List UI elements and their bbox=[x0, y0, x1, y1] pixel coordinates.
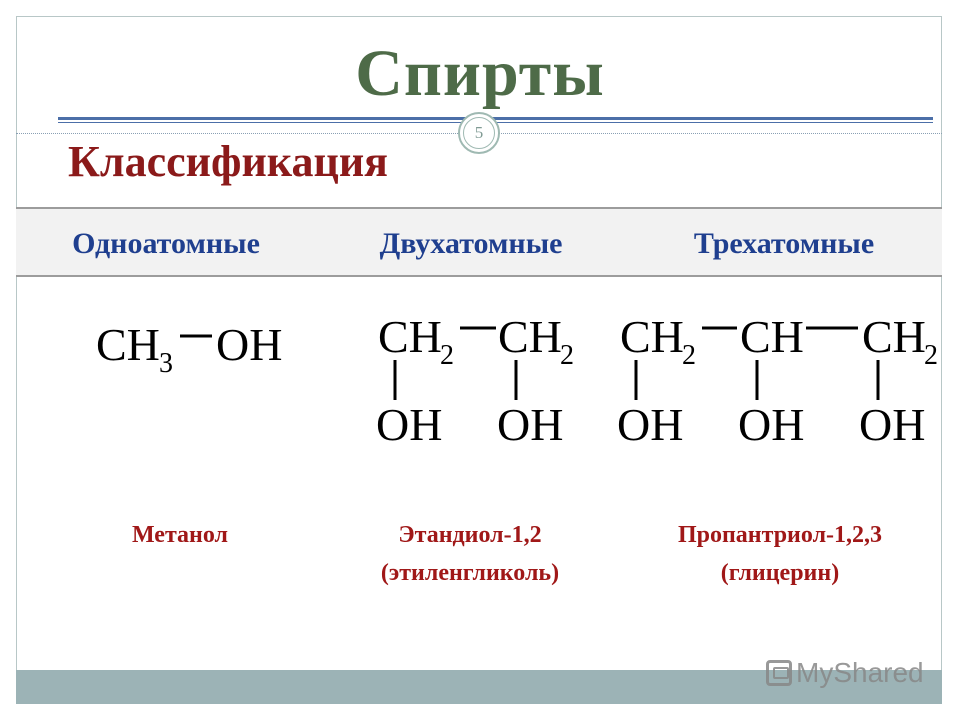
glycerol-sub-3: 2 bbox=[924, 340, 938, 371]
glycerol-sub-1: 2 bbox=[682, 340, 696, 371]
table-header-row bbox=[16, 207, 942, 277]
methanol-ch: CH bbox=[96, 319, 160, 370]
name-glycerol bbox=[620, 516, 940, 592]
name-ethanediol-line1: Этандиол-1,2 bbox=[398, 522, 542, 548]
page-number: 5 bbox=[474, 123, 484, 142]
ethanediol-ch-1: CH bbox=[378, 311, 442, 362]
methanol-oh: OH bbox=[216, 319, 283, 370]
slide-title: Спирты bbox=[355, 37, 605, 110]
name-methanol bbox=[60, 516, 300, 554]
page-number-badge bbox=[458, 112, 500, 154]
watermark bbox=[766, 656, 924, 690]
methanol-formula bbox=[96, 319, 282, 379]
ethanediol-sub-1: 2 bbox=[440, 340, 454, 371]
slide-subtitle: Классификация bbox=[68, 137, 388, 186]
glycerol-ch-3: CH bbox=[862, 311, 926, 362]
ethanediol-oh-2: OH bbox=[497, 399, 564, 450]
structural-formulas bbox=[0, 290, 960, 460]
ethanediol-ch-2: CH bbox=[498, 311, 562, 362]
name-methanol-line1: Метанол bbox=[131, 522, 229, 548]
ethanediol-oh-1: OH bbox=[376, 399, 443, 450]
glycerol-oh-1: OH bbox=[617, 399, 684, 450]
methanol-sub: 3 bbox=[159, 348, 173, 379]
ethanediol-formula bbox=[376, 311, 574, 450]
glycerol-formula bbox=[617, 311, 938, 450]
glycerol-oh-3: OH bbox=[859, 399, 926, 450]
glycerol-oh-2: OH bbox=[738, 399, 805, 450]
glycerol-ch-2: CH bbox=[740, 311, 804, 362]
myshared-logo-icon bbox=[766, 660, 792, 686]
name-ethanediol bbox=[320, 516, 620, 592]
name-glycerol-line2: (глицерин) bbox=[720, 560, 840, 586]
glycerol-ch-1: CH bbox=[620, 311, 684, 362]
header-dihydric: Двухатомные bbox=[379, 227, 563, 260]
header-trihydric: Трехатомные bbox=[693, 227, 875, 260]
watermark-text: MyShared bbox=[796, 657, 924, 688]
name-ethanediol-line2: (этиленгликоль) bbox=[380, 560, 560, 586]
header-monohydric: Одноатомные bbox=[72, 227, 260, 260]
ethanediol-sub-2: 2 bbox=[560, 340, 574, 371]
name-glycerol-line1: Пропантриол-1,2,3 bbox=[677, 522, 883, 548]
